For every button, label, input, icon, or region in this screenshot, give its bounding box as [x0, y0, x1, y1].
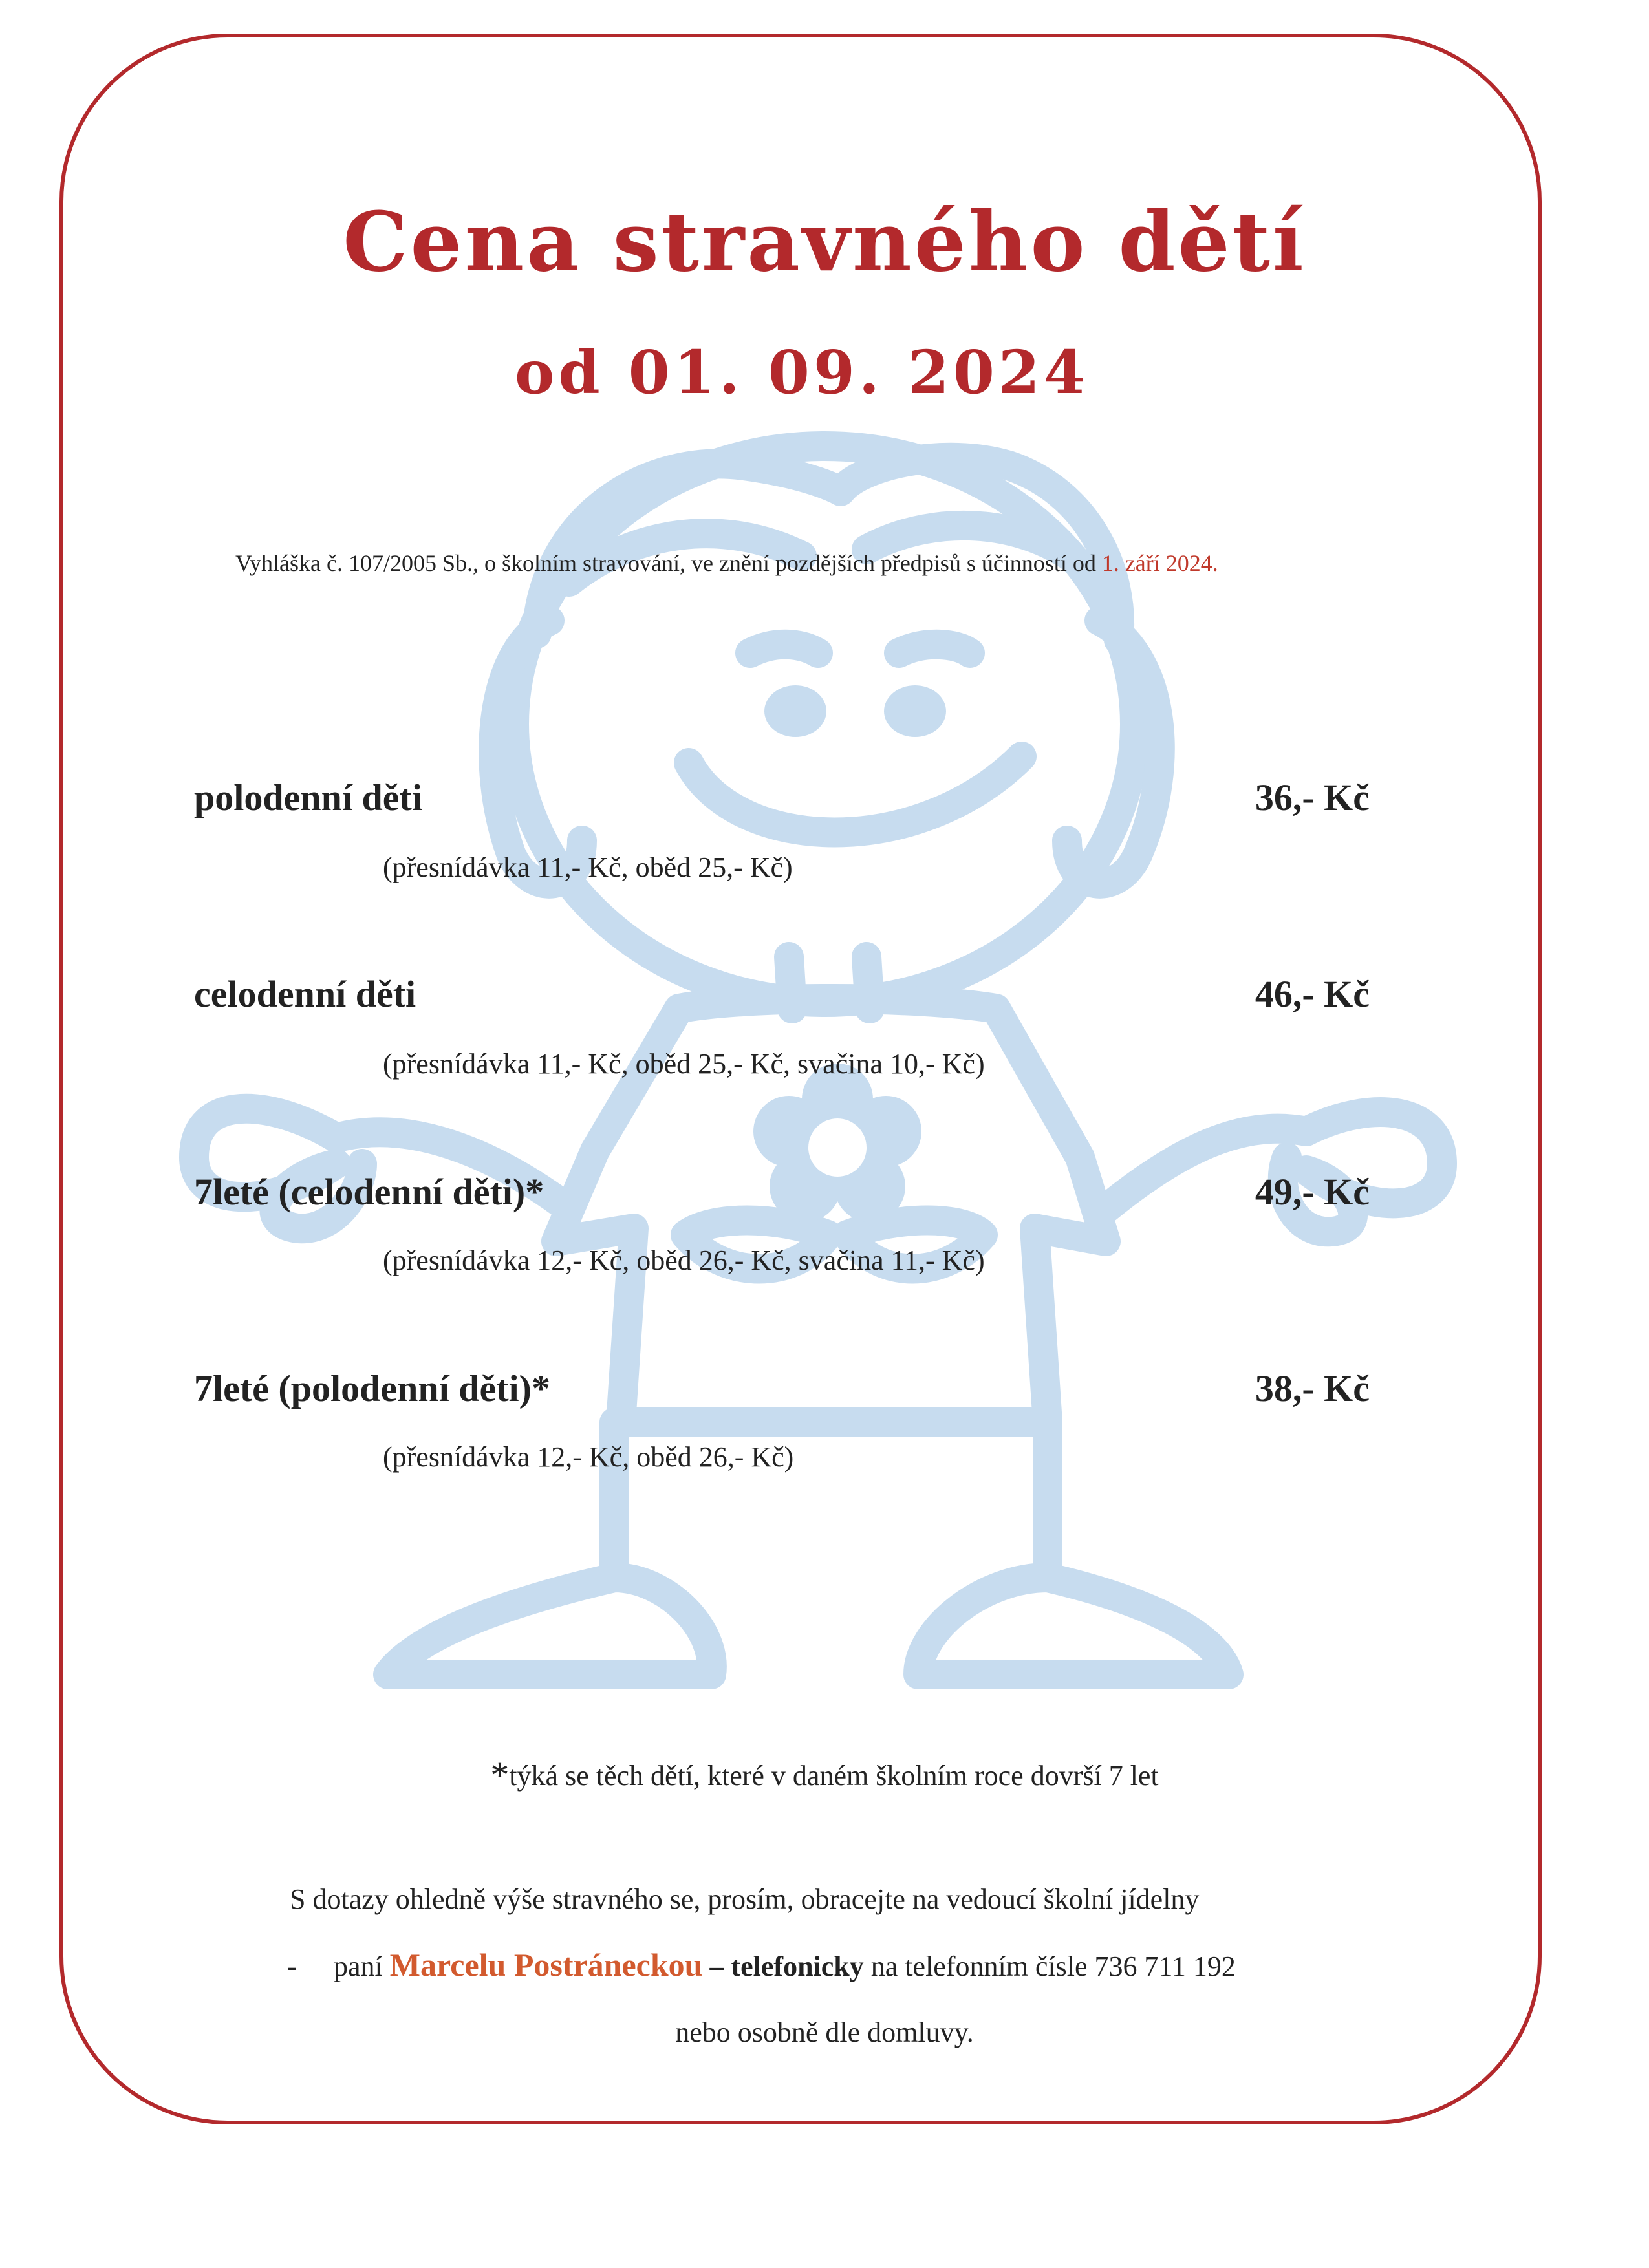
item-label-half-day: polodenní děti: [194, 776, 422, 818]
item-detail-7yo-full-day: (přesnídávka 12,- Kč, oběd 26,- Kč, svačina 11,- Kč): [383, 1245, 985, 1276]
item-price-half-day: 36,- Kč: [1255, 776, 1370, 818]
item-detail-7yo-half-day: (přesnídávka 12,- Kč, oběd 26,- Kč): [383, 1441, 794, 1473]
contact-line-1: S dotazy ohledně výše stravného se, prosím, obracejte na vedoucí školní jídelny: [290, 1883, 1200, 1915]
footnote-text: týká se těch dětí, které v daném školním roce dovrší 7 let: [509, 1760, 1159, 1792]
contact-dash: -: [287, 1951, 297, 1982]
contact-phone: na telefonním čísle 736 711 192: [870, 1951, 1236, 1982]
contact-phone-label: telefonicky: [731, 1951, 864, 1982]
item-label-7yo-full-day: 7leté (celodenní děti)*: [194, 1171, 544, 1213]
item-detail-full-day: (přesnídávka 11,- Kč, oběd 25,- Kč, svačina 10,- Kč): [383, 1048, 985, 1080]
age-footnote: [0, 1753, 1649, 1797]
item-price-full-day: 46,- Kč: [1255, 973, 1370, 1015]
item-label-full-day: celodenní děti: [194, 973, 416, 1015]
item-price-7yo-full-day: 49,- Kč: [1255, 1171, 1370, 1213]
item-detail-half-day: (přesnídávka 11,- Kč, oběd 25,- Kč): [383, 851, 793, 883]
item-price-7yo-half-day: 38,- Kč: [1255, 1367, 1370, 1409]
footnote-star: *: [490, 1754, 510, 1796]
item-label-7yo-half-day: 7leté (polodenní děti)*: [194, 1367, 550, 1409]
contact-line-3: nebo osobně dle domluvy.: [675, 2017, 974, 2048]
contact-separator: –: [709, 1951, 724, 1982]
decree-text: [235, 550, 1218, 577]
decree-main: Vyhláška č. 107/2005 Sb., o školním stravování, ve znění pozdějších předpisů s účinností od: [235, 550, 1096, 576]
decree-date: 1. září 2024.: [1101, 550, 1218, 576]
page-title: Cena stravného dětí: [343, 194, 1306, 290]
contact-line-2: [287, 1946, 1236, 1984]
effective-date: od 01. 09. 2024: [515, 337, 1089, 407]
contact-prefix: paní: [334, 1951, 383, 1982]
contact-name: Marcelu Postráneckou: [389, 1947, 703, 1983]
